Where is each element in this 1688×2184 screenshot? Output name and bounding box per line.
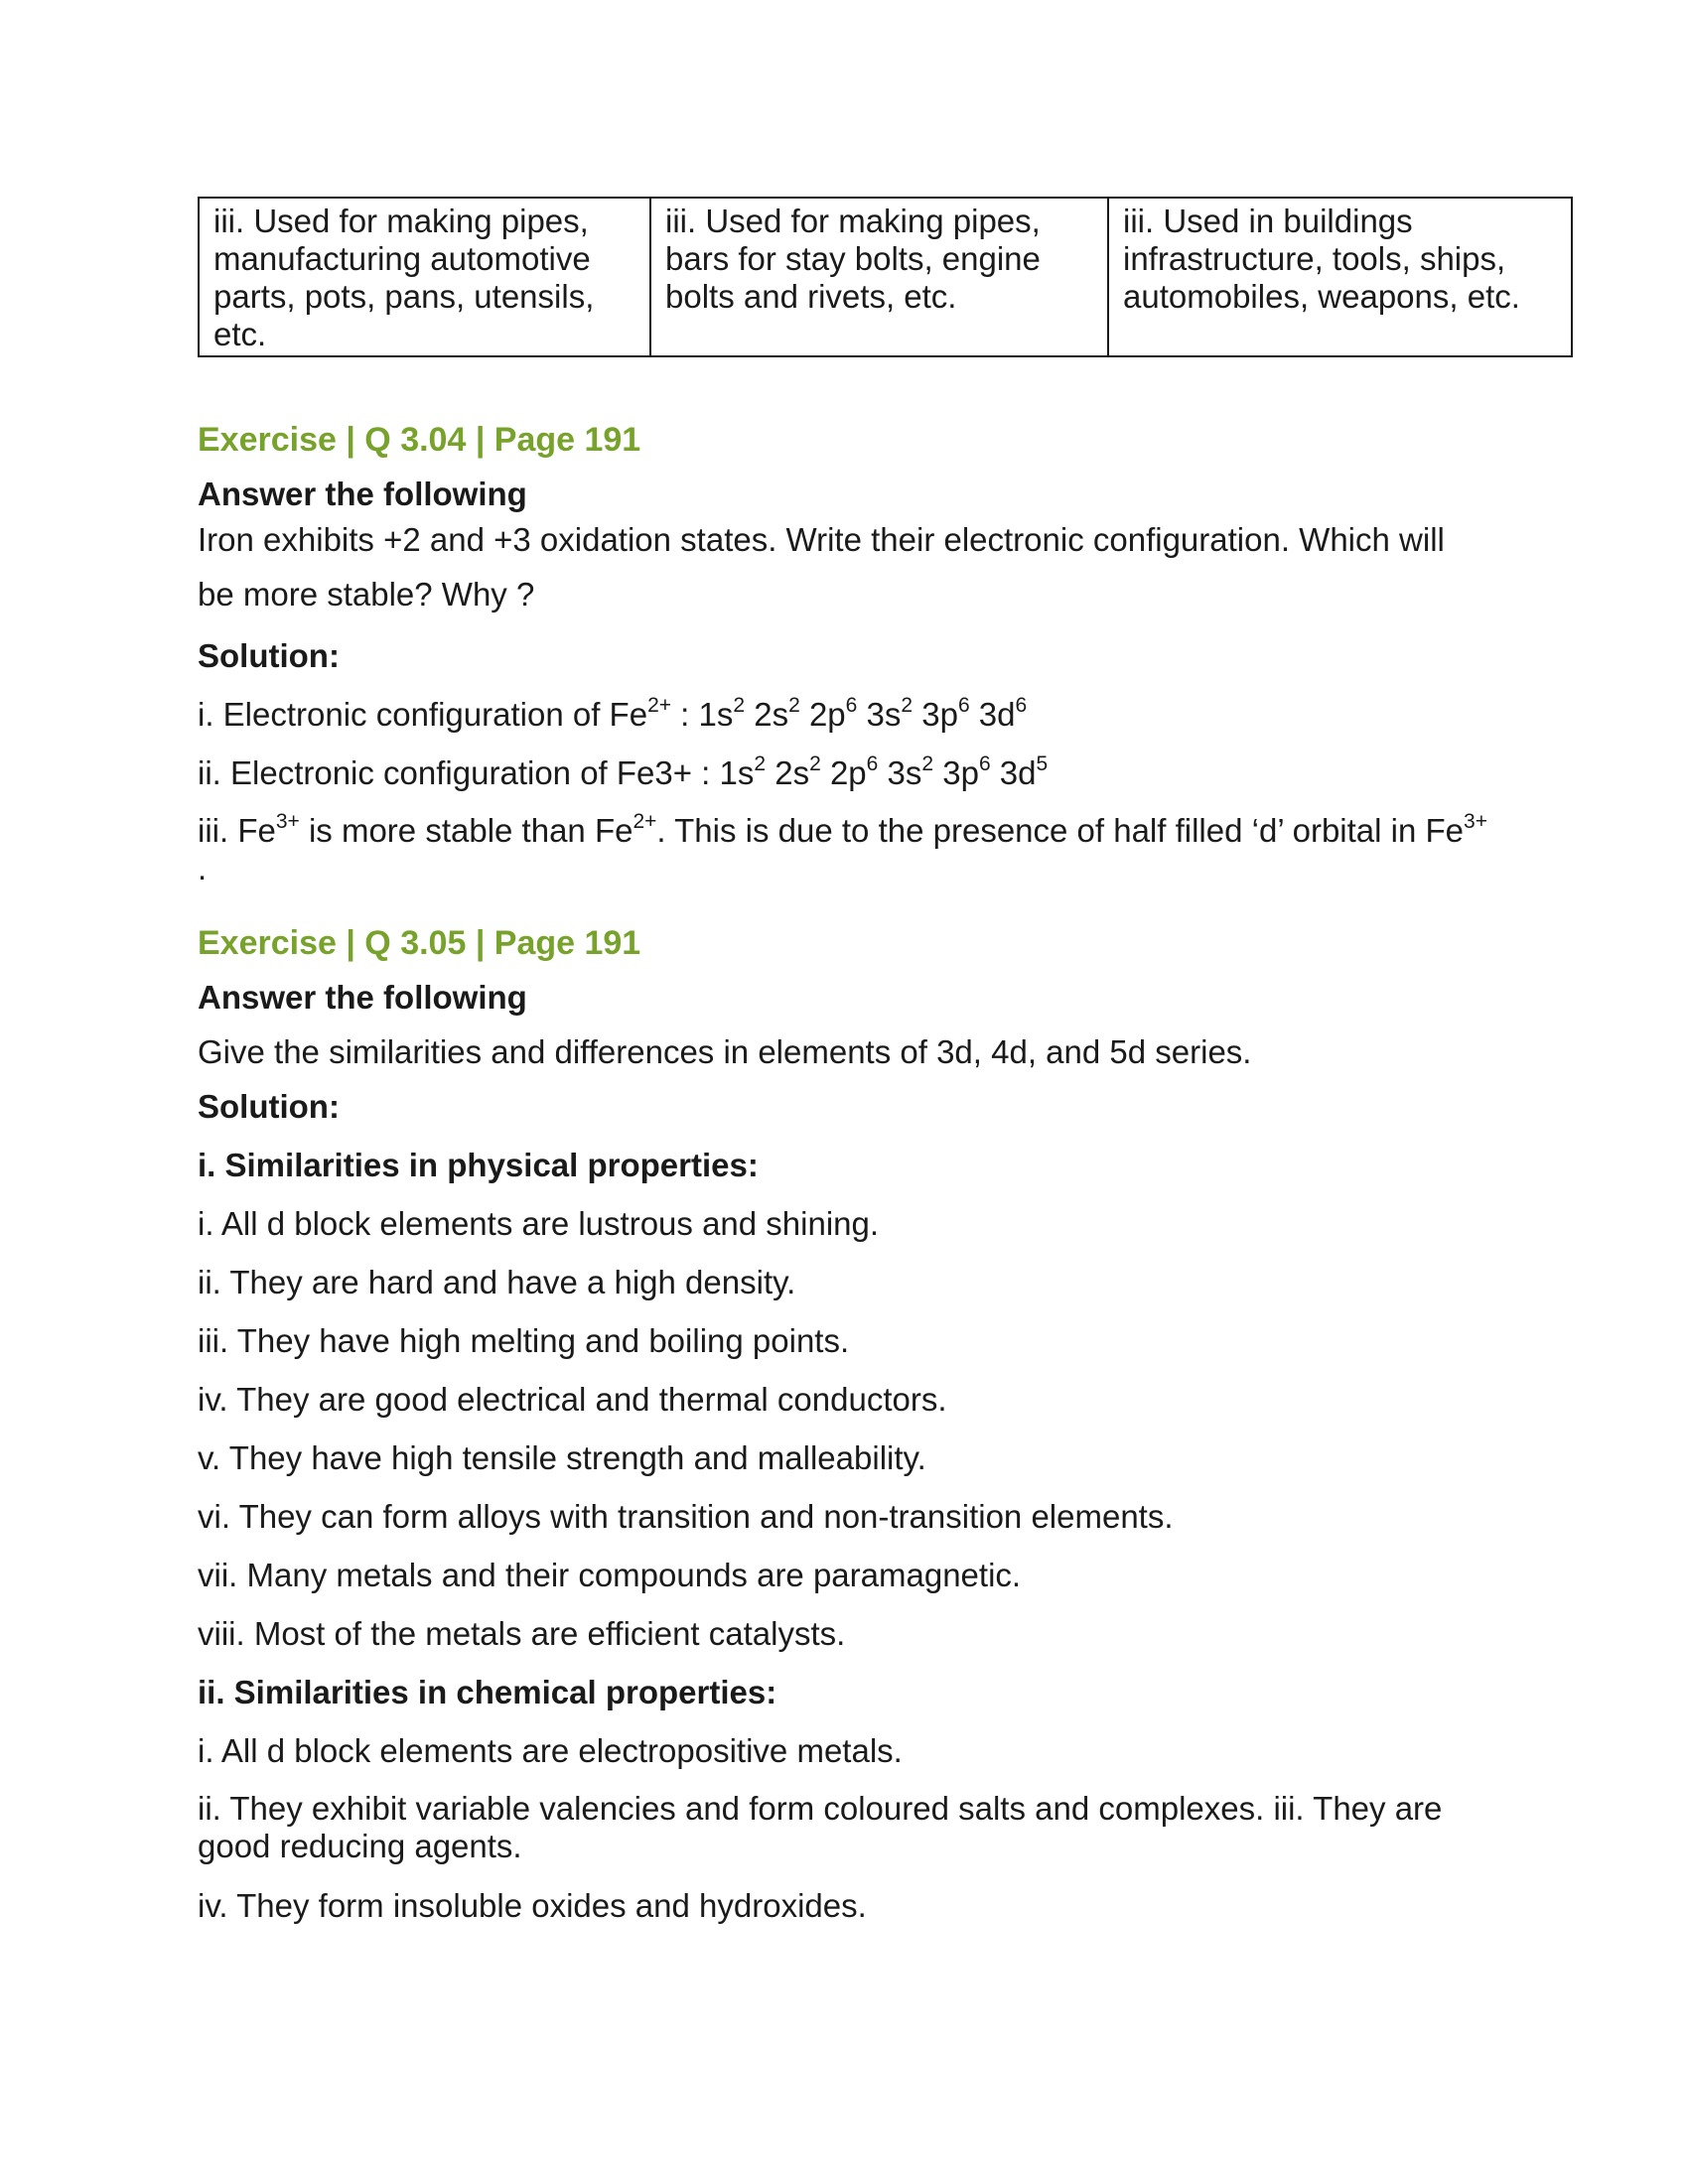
question-text: Give the similarities and differences in elements of 3d, 4d, and 5d series. (198, 1033, 1252, 1070)
exercise-reference: Exercise | Q 3.05 | Page 191 (198, 924, 641, 962)
orbital: 3s (857, 696, 902, 733)
list-item: iii. They have high melting and boiling points. (198, 1322, 850, 1359)
orbital: 3d (990, 754, 1037, 791)
text: . This is due to the presence of half filled ‘d’ orbital in Fe (656, 812, 1465, 849)
electron-count: 6 (978, 752, 991, 775)
ion-charge: 2+ (647, 694, 672, 717)
uses-table (198, 197, 1573, 357)
text: is more stable than Fe (299, 812, 633, 849)
orbital: 2p (820, 754, 867, 791)
list-item: i. All d block elements are electropositive metals. (198, 1732, 903, 1769)
solution-label: Solution: (198, 1088, 340, 1125)
config-line-fe2 (198, 695, 1568, 735)
text: ii. Electronic configuration of Fe3+ : 1s (198, 754, 755, 791)
list-item: ii. They are hard and have a high density. (198, 1264, 796, 1300)
electron-count: 2 (809, 752, 821, 775)
list-item: i. All d block elements are lustrous and shining. (198, 1205, 880, 1242)
list-item: iv. They are good electrical and thermal conductors. (198, 1381, 947, 1418)
table-cell: iii. Used in buildings infrastructure, tools, ships, automobiles, weapons, etc. (1108, 198, 1572, 356)
exercise-reference: Exercise | Q 3.04 | Page 191 (198, 421, 641, 459)
list-item: viii. Most of the metals are efficient catalysts. (198, 1615, 846, 1652)
electron-count: 2 (754, 752, 767, 775)
table-row (199, 198, 1572, 356)
config-line-fe3 (198, 753, 1568, 793)
electron-count: 6 (866, 752, 879, 775)
list-item: vi. They can form alloys with transition and non-transition elements. (198, 1498, 1174, 1535)
ion-charge: 2+ (633, 810, 657, 833)
solution-label: Solution: (198, 637, 340, 674)
orbital: 3d (969, 696, 1016, 733)
instruction: Answer the following (198, 979, 527, 1016)
instruction: Answer the following (198, 476, 527, 512)
list-item: iv. They form insoluble oxides and hydroxides. (198, 1887, 867, 1924)
electron-count: 2 (921, 752, 934, 775)
list-item: vii. Many metals and their compounds are paramagnetic. (198, 1557, 1022, 1593)
text: iii. Fe (198, 812, 276, 849)
electron-count: 5 (1036, 752, 1049, 775)
question-text: Iron exhibits +2 and +3 oxidation states. Write their electronic configuration. Which will be more stable? Why ? (198, 521, 1445, 613)
electron-count: 6 (845, 694, 858, 717)
ion-charge: 3+ (275, 810, 300, 833)
orbital: 3p (933, 754, 979, 791)
orbital: 2s (745, 696, 789, 733)
electron-count: 2 (733, 694, 746, 717)
orbital: 3p (913, 696, 958, 733)
stability-explanation (198, 812, 1488, 887)
electron-count: 6 (957, 694, 970, 717)
ion-charge: 3+ (1464, 810, 1487, 833)
electron-count: 2 (901, 694, 914, 717)
orbital: 2s (766, 754, 810, 791)
document-page (198, 197, 1568, 1924)
table-cell: iii. Used for making pipes, manufacturing automotive parts, pots, pans, utensils, etc. (199, 198, 650, 356)
section-heading: ii. Similarities in chemical properties: (198, 1674, 777, 1710)
text: : 1s (671, 696, 734, 733)
list-item: ii. They exhibit variable valencies and form coloured salts and complexes. iii. They are good reducing agents. (198, 1790, 1443, 1864)
section-heading: i. Similarities in physical properties: (198, 1147, 759, 1183)
list-item: v. They have high tensile strength and malleability. (198, 1439, 926, 1476)
orbital: 3s (878, 754, 922, 791)
electron-count: 2 (788, 694, 800, 717)
text: . (198, 850, 208, 887)
orbital: 2p (799, 696, 846, 733)
electron-count: 6 (1015, 694, 1028, 717)
text: i. Electronic configuration of Fe (198, 696, 648, 733)
table-cell: iii. Used for making pipes, bars for stay bolts, engine bolts and rivets, etc. (650, 198, 1108, 356)
